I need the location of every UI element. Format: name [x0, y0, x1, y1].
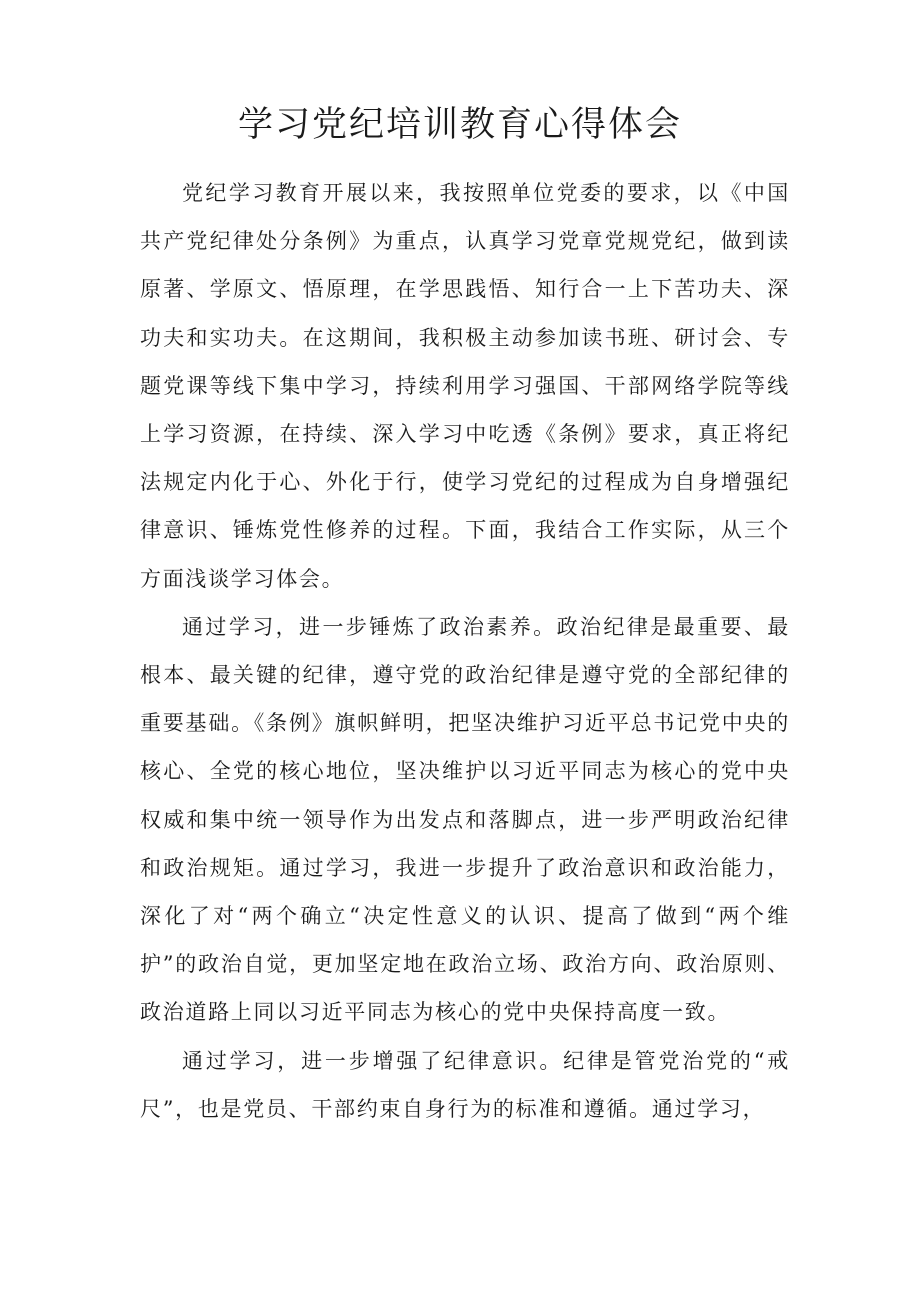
paragraph: 通过学习，进一步增强了纪律意识。纪律是管党治党的“戒尺”，也是党员、干部约束自身行为的标准和遵循。通过学习， — [140, 1048, 790, 1121]
document-body — [140, 169, 790, 1133]
document-title: 学习党纪培训教育心得体会 — [237, 105, 682, 145]
paragraph: 通过学习，进一步锤炼了政治素养。政治纪律是最重要、最根本、最关键的纪律，遵守党的政治纪律是遵守党的全部纪律的重要基础。《条例》旗帜鲜明，把坚决维护习近平总书记党中央的核心、全党的核心地位，坚决维护以习近平同志为核心的党中央权威和集中统一领导作为出发点和落脚点，进一步严明政治纪律和政治规矩。通过学习，我进一步提升了政治意识和政治能力，深化了对“两个确立“决定性意义的认识、提高了做到“两个维护”的政治自觉，更加坚定地在政治立场、政治方向、政治原则、政治道路上同以习近平同志为核心的党中央保持高度一致。 — [140, 614, 790, 1025]
paragraph: 党纪学习教育开展以来，我按照单位党委的要求，以《中国共产党纪律处分条例》为重点，认真学习党章党规党纪，做到读原著、学原文、悟原理，在学思践悟、知行合一上下苦功夫、深功夫和实功夫。在这期间，我积极主动参加读书班、研讨会、专题党课等线下集中学习，持续利用学习强国、干部网络学院等线上学习资源，在持续、深入学习中吃透《条例》要求，真正将纪法规定内化于心、外化于行，使学习党纪的过程成为自身增强纪律意识、锤炼党性修养的过程。下面，我结合工作实际，从三个方面浅谈学习体会。 — [140, 181, 790, 591]
